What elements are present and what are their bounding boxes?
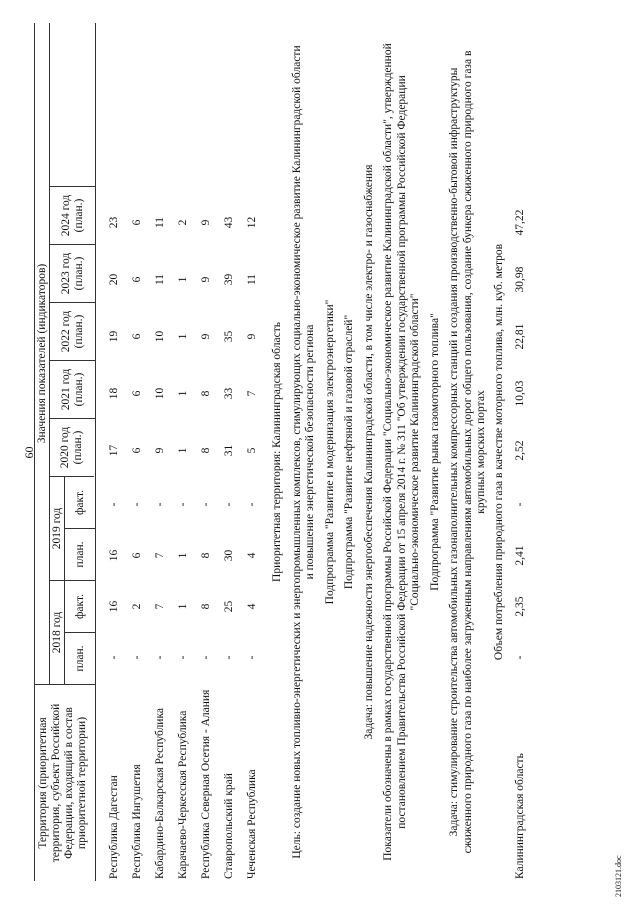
cell-y24: 12 [245,216,258,229]
cell-y20: 1 [176,447,189,454]
cell-p18: - [222,655,235,660]
cell-p18: - [513,655,526,660]
cell-y21: 7 [245,390,258,397]
cell-y23: 30,98 [513,266,526,293]
indicators-note: Показатели обозначены в рамках государственной программы Российской Федерации "Социально-экономическое развитие Калининградской области", утвержденной постановлением Правительства Российской Федерации от 15 апреля 2014 г. № 311 "Об утверждении государственной программы Российской Федерации "Социально-экономическое развитие Калининградской области" [382,43,421,861]
year-2018-group [50,581,95,685]
cell-f19: - [199,502,212,507]
cell-y24: 43 [222,216,235,229]
table-row [125,23,148,881]
table-header [34,23,96,881]
cell-y22: 9 [245,333,258,340]
goal-text: Цель: создание новых топливно-энергетических и энергопромышленных комплексов, стимулирующих социально-экономическое развитие Калининградской области и повышение энергетической безопасности региона [290,45,316,859]
cell-p19: 1 [176,552,189,559]
cell-p19: 30 [222,549,235,562]
task-infrastructure: Задача: стимулирование строительства автомобильных газонаполнительных компрессорных станций и создания производственно-бытовой инфраструктуры сжиженного природного газа по наиболее загруженным направлениям автомобильных дорог общего пользования, создание бункера сжиженного природного газа в крупных морских портах [448,50,487,854]
table-row [240,23,263,881]
subprogram-electro: Подпрограмма "Развитие и модернизация электроэнергетики" [323,299,336,605]
cell-y23: 6 [130,276,143,283]
cell-y23: 9 [199,276,212,283]
cell-y22: 19 [107,330,120,343]
cell-y20: 5 [245,447,258,454]
cell-y21: 18 [107,387,120,400]
cell-y20: 8 [199,447,212,454]
page-number: 60 [22,446,36,459]
year-2018-label: 2018 год [50,581,65,684]
task-reliability: Задача: повышение надежности энергообеспечения Калининградской области, в том числе электро- и газоснабжения [362,164,375,740]
cell-y24: 6 [130,219,143,226]
volume-indicator: Объем потребления природного газа в качестве моторного топлива, млн. куб. метров [492,243,505,661]
row-name: Республика Северная Осетия - Алания [199,689,212,879]
cell-f19: - [153,502,166,507]
cell-f19: - [222,502,235,507]
cell-y20: 31 [222,444,235,457]
cell-y23: 1 [176,276,189,283]
cell-f19: - [245,502,258,507]
cell-y21: 33 [222,387,235,400]
cell-y21: 6 [130,390,143,397]
cell-f18: 4 [245,603,258,610]
table-row [194,23,217,881]
row-name: Ставропольский край [222,773,235,879]
cell-y20: 9 [153,447,166,454]
values-header-group [35,23,95,685]
values-title: Значения показателей (индикаторов) [35,23,50,685]
cell-f19: - [176,502,189,507]
fact-2019-label: факт. [65,477,95,529]
priority-territory: Приоритетная территория: Калининградская область [271,322,283,582]
cell-f18: 7 [153,603,166,610]
cell-f18: 25 [222,600,235,613]
cell-f18: 2 [130,603,143,610]
fact-2018-label: факт. [65,581,95,633]
cell-p19: 4 [245,552,258,559]
table-row-kaliningrad [508,23,531,881]
row-name: Республика Дагестан [107,775,120,879]
cell-p18: - [153,655,166,660]
subprogram-oil-gas: Подпрограмма "Развитие нефтяной и газовой отраслей" [343,314,355,590]
cell-y23: 39 [222,273,235,286]
cell-y22: 1 [176,333,189,340]
kaliningrad-section [271,23,531,881]
cell-f18: 8 [199,603,212,610]
year-2020-label: 2020 год (план.) [49,419,94,477]
cell-y24: 11 [153,216,166,229]
cell-y20: 17 [107,444,120,457]
cell-f19: - [107,502,120,507]
cell-p18: - [245,655,258,660]
cell-p19: 2,41 [513,545,526,566]
cell-y24: 47,22 [513,209,526,236]
cell-y22: 9 [199,333,212,340]
indicators-table [34,23,531,881]
table-row [217,23,240,881]
cell-y23: 11 [153,273,166,286]
year-2019-group [50,477,95,581]
cell-y21: 1 [176,390,189,397]
cell-y21: 8 [199,390,212,397]
cell-f18: 16 [107,600,120,613]
cell-y24: 2 [176,219,189,226]
cell-p19: 7 [153,552,166,559]
cell-y22: 6 [130,333,143,340]
year-2023-label: 2023 год (план.) [50,245,95,303]
year-2022-label: 2022 год (план.) [50,303,95,361]
cell-y24: 23 [107,216,120,229]
cell-y22: 35 [222,330,235,343]
row-name: Чеченская Республика [245,769,258,879]
cell-y20: 2,52 [513,440,526,461]
plan-2019-label: план. [74,541,86,568]
cell-y21: 10,03 [513,380,526,407]
years-subheader [50,23,95,685]
row-name: Калининградская область [513,753,526,879]
table-body [102,23,263,881]
cell-p19: 6 [130,552,143,559]
cell-p18: - [199,655,212,660]
cell-y22: 22,81 [513,323,526,350]
cell-y21: 10 [153,387,166,400]
table-row [171,23,194,881]
table-row [148,23,171,881]
cell-p19: 8 [199,552,212,559]
row-name: Карачаево-Черкесская Республика [176,710,189,879]
cell-y22: 10 [153,330,166,343]
row-name: Республика Ингушетия [130,764,143,879]
cell-y23: 11 [245,273,258,286]
cell-y23: 20 [107,273,120,286]
year-2021-label: 2021 год (план.) [50,361,95,419]
table-row [102,23,125,881]
cell-p18: - [176,655,189,660]
cell-f18: 2,35 [513,596,526,617]
cell-f19: - [513,502,526,507]
row-name: Кабардино-Балкарская Республика [153,708,166,879]
year-2024-label: 2024 год (план.) [50,186,95,245]
cell-p18: - [107,655,120,660]
plan-2018-label: план. [74,645,86,672]
cell-p18: - [130,655,143,660]
cell-f18: 1 [176,603,189,610]
territory-header: Территория (приоритетная территория, субъект Российской Федерации, входящий в состав приоритетной территории) [37,703,88,863]
year-2019-label: 2019 год [50,477,65,580]
footer-file-code: 2103121.doc [614,855,623,897]
subprogram-gas-fuel: Подпрограмма "Развитие рынка газомоторного топлива" [428,313,441,591]
cell-y24: 9 [199,219,212,226]
cell-y20: 6 [130,447,143,454]
cell-p19: 16 [107,549,120,562]
cell-f19: - [130,502,143,507]
